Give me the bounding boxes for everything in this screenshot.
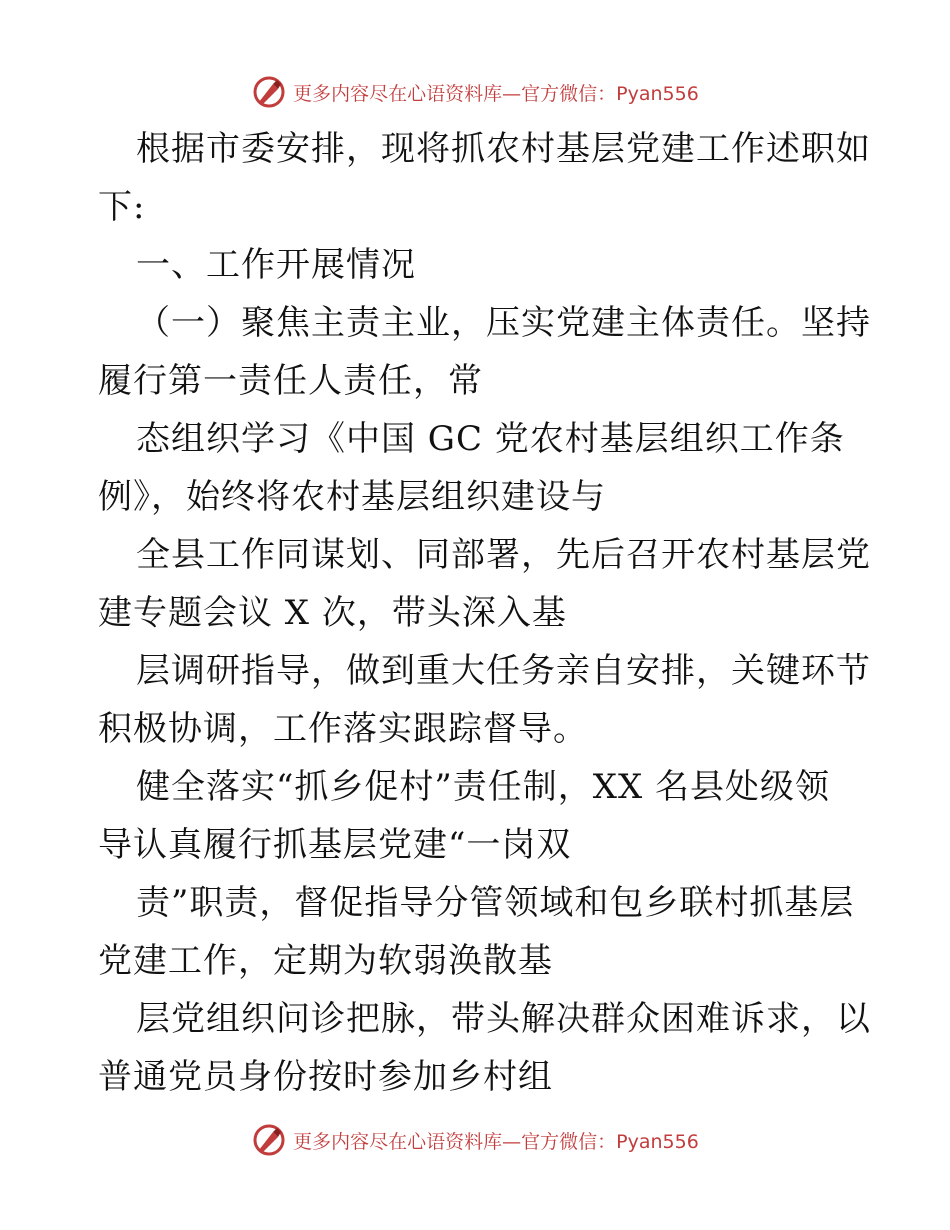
section-heading: 一、工作开展情况 <box>136 245 416 285</box>
footer-watermark-banner <box>0 1120 950 1160</box>
header-watermark-banner <box>0 72 950 112</box>
document-line: 导认真履行抓基层党建“一岗双 <box>98 825 572 865</box>
pen-nib-logo-icon <box>251 74 287 110</box>
document-line: 健全落实“抓乡促村”责任制，XX 名县处级领 <box>136 767 830 807</box>
document-line: 例》，始终将农村基层组织建设与 <box>98 477 606 517</box>
document-line: 全县工作同谋划、同部署，先后召开农村基层党 <box>136 535 871 575</box>
document-line: 责”职责，督促指导分管领域和包乡联村抓基层 <box>136 883 855 923</box>
footer-watermark-text: 更多内容尽在心语资料库—官方微信：Pyan556 <box>293 1130 699 1153</box>
document-line: 建专题会议 X 次，带头深入基 <box>98 593 567 633</box>
document-line: 下: <box>98 187 146 227</box>
document-body <box>98 120 871 1106</box>
header-watermark-text: 更多内容尽在心语资料库—官方微信：Pyan556 <box>293 82 699 105</box>
document-line: 层调研指导，做到重大任务亲自安排，关键环节 <box>136 651 871 691</box>
header-watermark-id: Pyan556 <box>616 82 699 105</box>
document-line: 履行第一责任人责任，常 <box>98 361 483 401</box>
document-line: 根据市委安排，现将抓农村基层党建工作述职如 <box>136 129 871 169</box>
pen-nib-logo-icon <box>251 1122 287 1158</box>
document-line: 党建工作，定期为软弱涣散基 <box>98 941 553 981</box>
footer-watermark-id: Pyan556 <box>616 1130 699 1153</box>
subsection-heading: （一）聚焦主责主业，压实党建主体责任。坚持 <box>136 303 871 343</box>
document-line: 层党组织问诊把脉，带头解决群众困难诉求，以 <box>136 999 871 1039</box>
document-line: 态组织学习《中国 GC 党农村基层组织工作条 <box>136 419 845 459</box>
document-line: 普通党员身份按时参加乡村组 <box>98 1057 553 1097</box>
document-line: 积极协调，工作落实跟踪督导。 <box>98 709 588 749</box>
